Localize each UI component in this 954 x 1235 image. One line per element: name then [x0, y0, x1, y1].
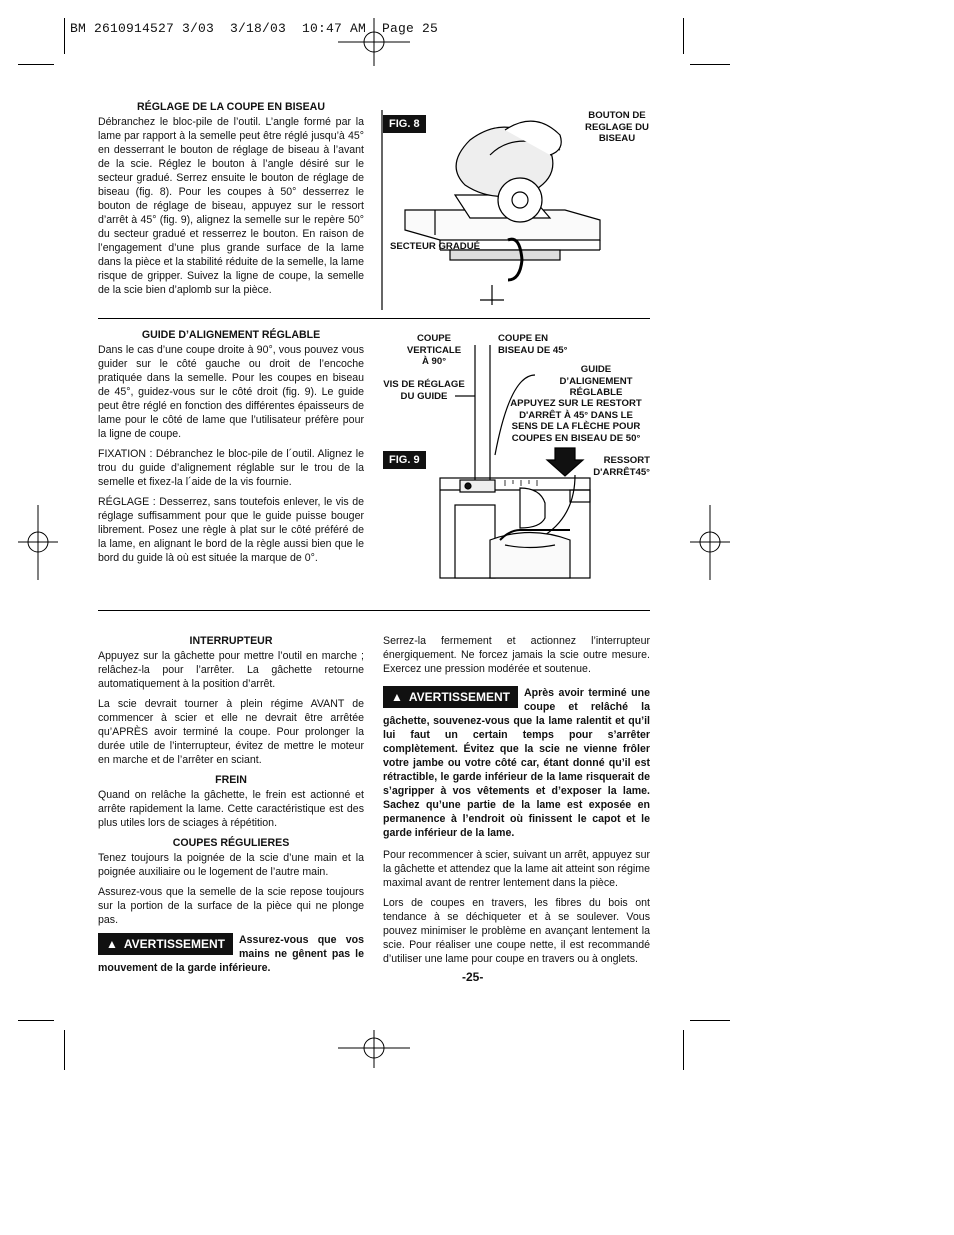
divider-1 — [98, 318, 650, 319]
warning-triangle-icon: ▲ — [106, 937, 118, 951]
guide-p1: Dans le cas d’une coupe droite à 90°, vous pouvez vous guider sur le côté gauche ou droit de l’encoche pratiquée dans la semelle. Pour les coupes en biseau de 45°, guidez-vous sur le côté droit (fig. 9). Le guide peut être réglé en fonction des différentes épaisseurs de lame pour le côté de lame que l’utilisateur préfère pour la ligne de coupe. — [98, 344, 364, 440]
divider-2 — [98, 610, 650, 611]
guide-p2: FIXATION : Débranchez le bloc-pile de l´outil. Alignez le trou du guide d’alignement réglable sur le trou de la semelle et fixez-la l´aide de la vis fournie. — [98, 448, 364, 488]
bevel-body: Débranchez le bloc-pile de l’outil. L’angle formé par la lame par rapport à la semelle peut être réglé jusqu’à 45° en desserrant le bouton de réglage de biseau à l’avant de la scie. Réglez le bouton à l’angle désiré sur le secteur gradué. Serrez ensuite le bouton de réglage de biseau (fig. 8). Pour les coupes à 50° desserrez le bouton de réglage de biseau, appuyez sur le ressort d’arrêt à 45° (fig. 9), alignez la semelle sur le repère 50° du secteur gradué et resserrez le bouton. En raison de l’engagement d’une plus grande surface de la lame dans la pièce et la stabilité réduite de la semelle, la lame risque de gripper. Suivez la ligne de coupe, la semelle de la scie bien d’aplomb sur la pièce. — [98, 116, 364, 296]
fig9-label-press: APPUYEZ SUR LE RESTORT D'ARRÊT À 45° DANS LE SENS DE LA FLÈCHE POUR COUPES EN BISEAU DE 50° — [510, 398, 642, 444]
left-column — [98, 634, 364, 975]
left-warning-badge: ▲ AVERTISSEMENT — [98, 933, 233, 955]
warning-triangle-icon: ▲ — [391, 690, 403, 704]
switch-p1: Appuyez sur la gâchette pour mettre l’outil en marche ; relâchez-la pour l’arrêter. La gâchette retourne automatiquement à la position d’arrêt. — [98, 650, 364, 690]
regular-cuts-heading: COUPES RÉGULIERES — [172, 837, 290, 849]
print-slug: BM 2610914527 3/03 3/18/03 10:47 AM Page 25 — [70, 21, 439, 36]
fig9-label-screw: VIS DE RÉGLAGE DU GUIDE — [383, 379, 465, 402]
crosscut-p: Lors de coupes en travers, les fibres du bois ont tendance à se déchiqueter et à se soulever. Vous pouvez minimiser le problème en avançant lentement la scie. Pour réaliser une coupe nette, il est recommandé d’utiliser une lame pour coupe en travers ou à onglets. — [383, 897, 650, 965]
right-warning-badge: ▲ AVERTISSEMENT — [383, 686, 518, 708]
bevel-heading: RÉGLAGE DE LA COUPE EN BISEAU — [137, 101, 325, 113]
guide-p3: RÉGLAGE : Desserrez, sans toutefois enlever, le vis de réglage suffisamment pour que le guide puisse bouger librement. Posez une règle à plat sur le côté préféré de la lame, en alignant le bord de la règle aussi bien que le bord du guide là où est située la marque de 0°. — [98, 496, 364, 564]
fig8-label-scale: SECTEUR GRADUÉ — [389, 241, 481, 252]
fig9-tag: FIG. 9 — [383, 451, 426, 469]
fig8-label-bevel-knob: BOUTON DE REGLAGE DU BISEAU — [585, 110, 649, 144]
regular-cuts-p1: Tenez toujours la poignée de la scie d’une main et la poignée auxiliaire ou le logement de l’autre main. — [98, 852, 364, 878]
bevel-section — [98, 100, 364, 303]
right-column — [383, 634, 650, 972]
left-warning — [98, 933, 364, 975]
fig9-illustration — [380, 330, 650, 580]
tighten-p: Serrez-la fermement et actionnez l’interrupteur énergiquement. Ne forcez jamais la scie outre mesure. Exercez une pression modérée et soutenue. — [383, 635, 650, 675]
restart-p: Pour recommencer à scier, suivant un arrêt, appuyez sur la gâchette et attendez que la lame ait atteint son régime maximal avant de rentrer lentement dans la pièce. — [383, 849, 650, 889]
fig9-label-vertical: COUPE VERTICALE À 90° — [406, 333, 462, 367]
right-warning-text: Après avoir terminé une coupe et relâché la gâchette, souvenez-vous que la lame ralentit et qu’il lui faut un certain temps pour s’arrêter complètement. Évitez que la scie ne vienne frôler votre jambe ou votre côté car, étant donné qu’il est rétractible, le garde inférieur de la lame risquerait de s’agripper à vos vêtements et d’exposer la lame. Sachez qu’une partie de la lame est exposée en permanence à l’endroit où finissent le capot et le garde inférieur de la lame. — [383, 687, 650, 839]
right-warning — [383, 686, 650, 840]
regular-cuts-p2: Assurez-vous que la semelle de la scie repose toujours sur la portion de la surface de la pièce qui ne plonge pas. — [98, 886, 364, 926]
fig8-tag: FIG. 8 — [383, 115, 426, 133]
brake-heading: FREIN — [215, 774, 247, 786]
guide-heading: GUIDE D’ALIGNEMENT RÉGLABLE — [141, 329, 321, 341]
fig9-label-spring: RESSORT D'ARRÊT45° — [593, 455, 650, 478]
fig9-label-guide: GUIDE D’ALIGNEMENT RÉGLABLE — [559, 364, 633, 398]
switch-p2: La scie devrait tourner à plein régime AVANT de commencer à scier et elle ne devrait être arrêtée qu’APRÈS avoir terminé la coupe. Pour prolonger la durée utile de l’interrupteur, évitez de mettre le moteur en marche et de l’arrêter en sciant. — [98, 698, 364, 766]
page-number: -25- — [462, 970, 484, 984]
brake-p: Quand on relâche la gâchette, le frein est actionné et arrête rapidement la lame. Cette caractéristique est des plus utiles lors de sciages à répétition. — [98, 789, 364, 829]
fig9-label-bevel45: COUPE EN BISEAU DE 45° — [498, 333, 568, 356]
switch-heading: INTERRUPTEUR — [189, 635, 273, 647]
guide-section — [98, 328, 364, 571]
left-warning-text: Assurez-vous que vos mains ne gênent pas le mouvement de la garde inférieure. — [98, 934, 364, 974]
